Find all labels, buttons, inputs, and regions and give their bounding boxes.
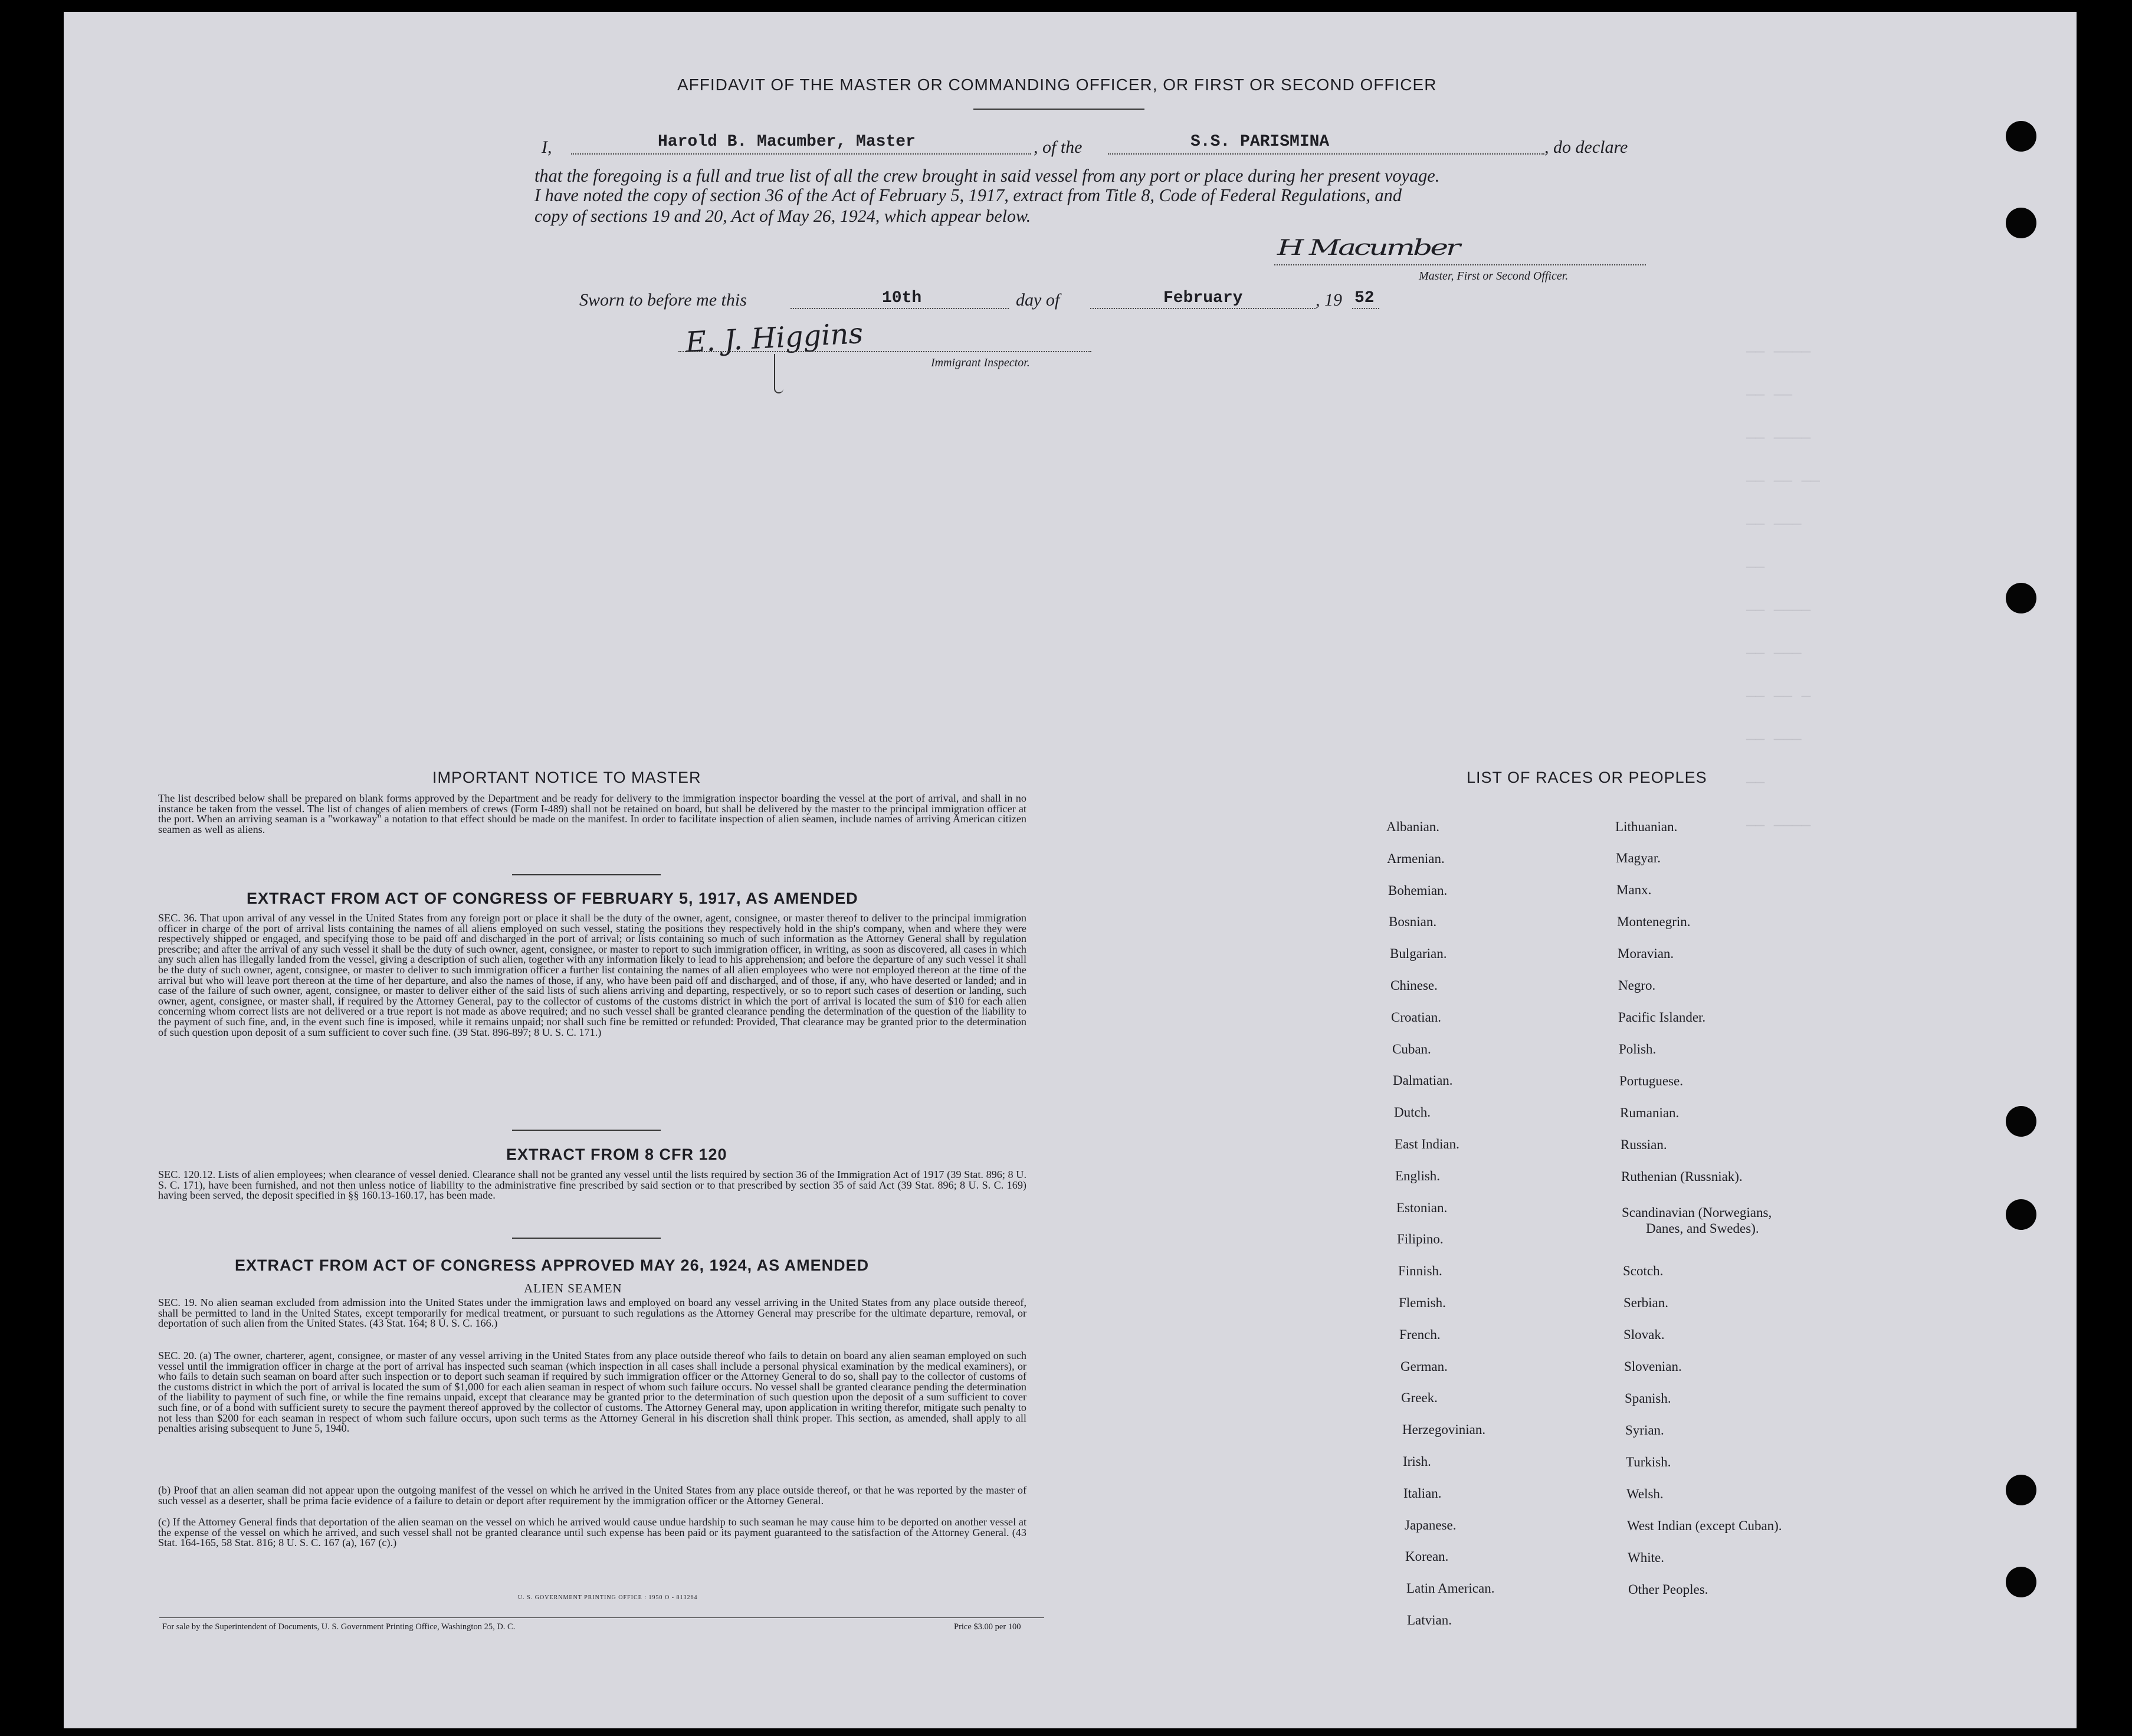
race-item: Montenegrin. <box>1617 914 1691 929</box>
title-divider <box>973 109 1144 110</box>
year-prefix: , 19 <box>1316 290 1342 310</box>
race-item: Croatian. <box>1391 1010 1441 1025</box>
race-item: Armenian. <box>1387 851 1445 866</box>
race-item: Scotch. <box>1623 1264 1664 1278</box>
master-caption: Master, First or Second Officer. <box>1419 270 1569 283</box>
alien-seamen-subtitle: ALIEN SEAMEN <box>524 1281 622 1295</box>
race-item: White. <box>1628 1550 1664 1565</box>
gpo-imprint: U. S. GOVERNMENT PRINTING OFFICE : 1950 O - 813264 <box>518 1594 698 1601</box>
extract-1924-sec20a: SEC. 20. (a) The owner, charterer, agent, consignee, or master of any vessel arriving in the United States from any place outside thereof who fails to detain on board any alien seaman employed on such vessel until the immigration officer in charge at the port of arrival has inspected such seaman (which inspection in all cases shall include a personal physical examination by the medical examiners), or who fails to detain such seaman on board after such inspection or to deport such seaman if required by such immigration officer or the Attorney General to do so, shall pay to the collector of customs of the customs district in which the port of arrival is located the sum of $1,000 for each alien seaman in respect of whom such failure occurs. No vessel shall be granted clearance pending the determination of the liability to payment of such fine, or while the fine remains unpaid, except that clearance may be granted prior to the determination of such question upon the deposit of a sum sufficient to cover such fine, or of a bond with sufficient surety to secure the payment thereof approved by the collector of customs. The Attorney General may, upon application in writing therefor, mitigate such penalty to not less than $200 for each seaman in respect of whom such failure occurs, upon such terms as the Attorney General in his discretion shall think proper. This section, as amended, shall apply to all penalties arising subsequent to June 5, 1940. <box>158 1350 1026 1435</box>
extract-1924-sec20b: (b) Proof that an alien seaman did not appear upon the outgoing manifest of the vessel on which he arrived in the United States from any place outside thereof, or that he was reported by the master of such vessel as a deserter, shall be prima facie evidence of a failure to detain or deport after requirement by the immigration officer or the Attorney General. <box>158 1484 1026 1507</box>
extract-1924-title: EXTRACT FROM ACT OF CONGRESS APPROVED MAY 26, 1924, AS AMENDED <box>235 1256 870 1274</box>
footer-price: Price $3.00 per 100 <box>954 1622 1021 1632</box>
races-title: LIST OF RACES OR PEOPLES <box>1467 769 1707 786</box>
footer-sale-text: For sale by the Superintendent of Documents, U. S. Government Printing Office, Washington 25, D. C. <box>162 1622 516 1632</box>
race-item: Serbian. <box>1623 1295 1669 1310</box>
extract-1917-body: SEC. 36. That upon arrival of any vessel in the United States from any foreign port or place it shall be the duty of the owner, agent, consignee, or master thereof to deliver to the principal immigration officer in charge of the port of arrival lists containing the names of all aliens employed on such vessel, stating the positions they respectively hold in the ship's company, when and where they were respectively shipped or engaged, and specifying those to be paid off and discharged in the port of arrival; or lists containing so much of such information as the Attorney General shall by regulation prescribe; and after the arrival of any such vessel it shall be the duty of such owner, agent, consignee, or master to report to such immigration officer, in writing, as soon as discovered, all cases in which any such alien has illegally landed from the vessel, giving a description of such alien, together with any information likely to lead to his apprehension; and before the departure of any such vessel it shall be the duty of such owner, agent, consignee, or master to deliver to such immigration officer a further list containing the names of all alien employees who were not employed thereon at the time of the arrival but who will leave port thereon at the time of her departure, and also the names of those, if any, who have been paid off and discharged, and of those, if any, who have deserted or landed; and in case of the failure of such owner, agent, consignee, or master to deliver either of the said lists of such aliens arriving and departing, respectively, or so to report such cases of desertion or landing, such owner, agent, consignee, or master shall, if required by the Attorney General, pay to the collector of customs of the customs district in which the port of arrival is located the sum of $10 for each alien concerning whom correct lists are not delivered or a true report is not made as above required; and no such vessel shall be granted clearance pending the determination of the question of the liability to the payment of such fine, and, in the event such fine is imposed, while it remains unpaid; nor shall such fine be remitted or refunded: Provided, That clearance may be granted prior to the determination of such question upon deposit of a sum sufficient to cover such fine. (39 Stat. 896-897; 8 U. S. C. 171.) <box>158 912 1026 1038</box>
extract-1924-sec20c: (c) If the Attorney General finds that deportation of the alien seaman on the vessel on which he arrived would cause undue hardship to such seaman he may cause him to be deported on another vessel at the expense of the vessel on which he arrived, and such vessel shall not be granted clearance until such expense has been paid or its payment guaranteed to the satisfaction of the Attorney General. (43 Stat. 164-165, 58 Stat. 816; 8 U. S. C. 167 (a), 167 (c).) <box>158 1516 1026 1549</box>
race-item: Italian. <box>1403 1486 1442 1501</box>
inspector-signature-stroke <box>774 354 783 393</box>
race-item: Finnish. <box>1398 1264 1442 1278</box>
extract-1917-title: EXTRACT FROM ACT OF CONGRESS OF FEBRUARY 5, 1917, AS AMENDED <box>247 890 858 907</box>
race-item: Greek. <box>1401 1390 1438 1405</box>
race-item: Moravian. <box>1618 946 1674 961</box>
inspector-caption: Immigrant Inspector. <box>931 356 1030 369</box>
month-value: February <box>1163 289 1243 307</box>
day-value: 10th <box>882 289 922 307</box>
race-item: Latin American. <box>1406 1581 1495 1596</box>
race-item: French. <box>1399 1327 1441 1342</box>
sworn-text: Sworn to before me this <box>579 290 747 310</box>
notice-body: The list described below shall be prepared on blank forms approved by the Department and be ready for delivery to the immigration inspector boarding the vessel at the port of arrival, and shall in no instance be taken from the vessel. The list of changes of alien members of crews (Form I-489) shall not be retained on board, but shall be delivered by the master to the principal immigration officer at the port. When an arriving seaman is a "workaway" a notation to that effect should be made on the manifest. In order to facilitate inspection of alien seamen, include names of arriving American citizen seamen as well as aliens. <box>158 792 1026 835</box>
day-of-text: day of <box>1016 290 1060 310</box>
race-item: Japanese. <box>1405 1518 1457 1532</box>
race-item: Herzegovinian. <box>1402 1422 1486 1437</box>
divider <box>512 1238 661 1239</box>
document-page <box>64 12 2077 1728</box>
race-item: Bosnian. <box>1389 914 1437 929</box>
month-line <box>1090 308 1316 309</box>
race-item: Slovak. <box>1623 1327 1665 1342</box>
race-item: Turkish. <box>1626 1455 1671 1469</box>
race-item: Spanish. <box>1625 1391 1671 1406</box>
race-item: Magyar. <box>1616 851 1661 865</box>
race-item: Scandinavian (Norwegians, <box>1622 1205 1772 1220</box>
race-item: Estonian. <box>1396 1200 1448 1215</box>
race-item: Bulgarian. <box>1390 946 1447 961</box>
race-item: Albanian. <box>1386 819 1440 834</box>
extract-cfr-title: EXTRACT FROM 8 CFR 120 <box>506 1146 727 1163</box>
race-item: Dalmatian. <box>1393 1073 1453 1088</box>
affidavit-title: AFFIDAVIT OF THE MASTER OR COMMANDING OFFICER, OR FIRST OR SECOND OFFICER <box>677 76 1437 94</box>
extract-1924-sec19: SEC. 19. No alien seaman excluded from admission into the United States under the immigration laws and employed on board any vessel arriving in the United States from any place outside thereof, shall be permitted to land in the United States, except temporarily for medical treatment, or pursuant to such regulations as the Attorney General may prescribe for the ultimate departure, removal, or deportation of such alien from the United States. (43 Stat. 164; 8 U. S. C. 166.) <box>158 1297 1026 1330</box>
race-item: Pacific Islander. <box>1618 1010 1706 1025</box>
extract-cfr-body: SEC. 120.12. Lists of alien employees; when clearance of vessel denied. Clearance shall not be granted any vessel until the lists required by section 36 of the Immigration Act of 1917 (39 Stat. 896; 8 U. S. C. 171), have been furnished, and not then unless notice of liability to the administrative fine prescribed by said section or to that prescribed by section 35 of said Act (39 Stat. 896; 8 U. S. C. 169) having been served, the deposit specified in §§ 160.13-160.17, has been made. <box>158 1169 1026 1202</box>
inspector-signature: E. J. Higgins <box>684 317 864 359</box>
divider <box>512 874 661 875</box>
race-item: German. <box>1400 1359 1448 1374</box>
year-line <box>1352 308 1379 309</box>
race-item: Negro. <box>1618 978 1656 993</box>
race-item: Korean. <box>1405 1549 1449 1564</box>
race-item: Welsh. <box>1626 1486 1664 1501</box>
race-item: East Indian. <box>1395 1137 1459 1151</box>
master-signature-line <box>1274 264 1646 265</box>
affidavit-of-the: , of the <box>1034 137 1083 157</box>
vessel-line <box>1108 153 1544 155</box>
year-value: 52 <box>1354 289 1375 307</box>
bleed-through-texture: —— ———— —— —— —— ———— —— —— —— —— ——— —— —— ———— —— ——— —— —— — —— ——— —— —— ———— <box>1746 343 1820 834</box>
race-item: Latvian. <box>1407 1613 1452 1627</box>
race-item: Lithuanian. <box>1615 819 1678 834</box>
inspector-signature-line <box>678 351 1091 352</box>
master-name-value: Harold B. Macumber, Master <box>658 133 916 151</box>
binder-hole <box>2006 583 2036 613</box>
race-item: Chinese. <box>1390 978 1438 993</box>
footer-rule <box>159 1617 1044 1618</box>
race-item: Portuguese. <box>1619 1074 1683 1088</box>
race-item: Filipino. <box>1397 1232 1444 1246</box>
binder-hole <box>2006 121 2036 152</box>
master-name-line <box>571 153 1031 155</box>
race-item: Danes, and Swedes). <box>1646 1221 1759 1236</box>
binder-hole <box>2006 1567 2036 1597</box>
affidavit-line-2: I have noted the copy of section 36 of the Act of February 5, 1917, extract from Title 8, Code of Federal Regulations, and <box>534 185 1402 205</box>
notice-title: IMPORTANT NOTICE TO MASTER <box>432 769 701 786</box>
race-item: Ruthenian (Russniak). <box>1621 1169 1743 1184</box>
affidavit-line-3: copy of sections 19 and 20, Act of May 26, 1924, which appear below. <box>534 206 1031 226</box>
master-signature: H Macumber <box>1277 235 1458 260</box>
race-item: Cuban. <box>1392 1042 1431 1056</box>
race-item: Manx. <box>1616 882 1652 897</box>
divider <box>512 1130 661 1131</box>
race-item: West Indian (except Cuban). <box>1627 1518 1782 1533</box>
race-item: Rumanian. <box>1620 1105 1680 1120</box>
binder-hole <box>2006 1475 2036 1505</box>
race-item: Slovenian. <box>1624 1359 1682 1374</box>
binder-hole <box>2006 1199 2036 1230</box>
vessel-value: S.S. PARISMINA <box>1190 133 1330 151</box>
affidavit-do-declare: , do declare <box>1544 137 1628 157</box>
race-item: Irish. <box>1403 1454 1431 1469</box>
race-item: Polish. <box>1619 1042 1657 1056</box>
race-item: English. <box>1395 1169 1441 1183</box>
binder-hole <box>2006 1106 2036 1137</box>
affidavit-line-1: that the foregoing is a full and true list of all the crew brought in said vessel from any port or place during her present voyage. <box>534 166 1440 186</box>
race-item: Bohemian. <box>1388 883 1448 898</box>
race-item: Russian. <box>1621 1137 1667 1152</box>
race-item: Dutch. <box>1394 1105 1431 1120</box>
day-line <box>791 308 1009 309</box>
race-item: Other Peoples. <box>1628 1582 1708 1597</box>
affidavit-i: I, <box>542 137 552 157</box>
race-item: Syrian. <box>1625 1423 1664 1438</box>
binder-hole <box>2006 208 2036 238</box>
race-item: Flemish. <box>1399 1295 1446 1310</box>
